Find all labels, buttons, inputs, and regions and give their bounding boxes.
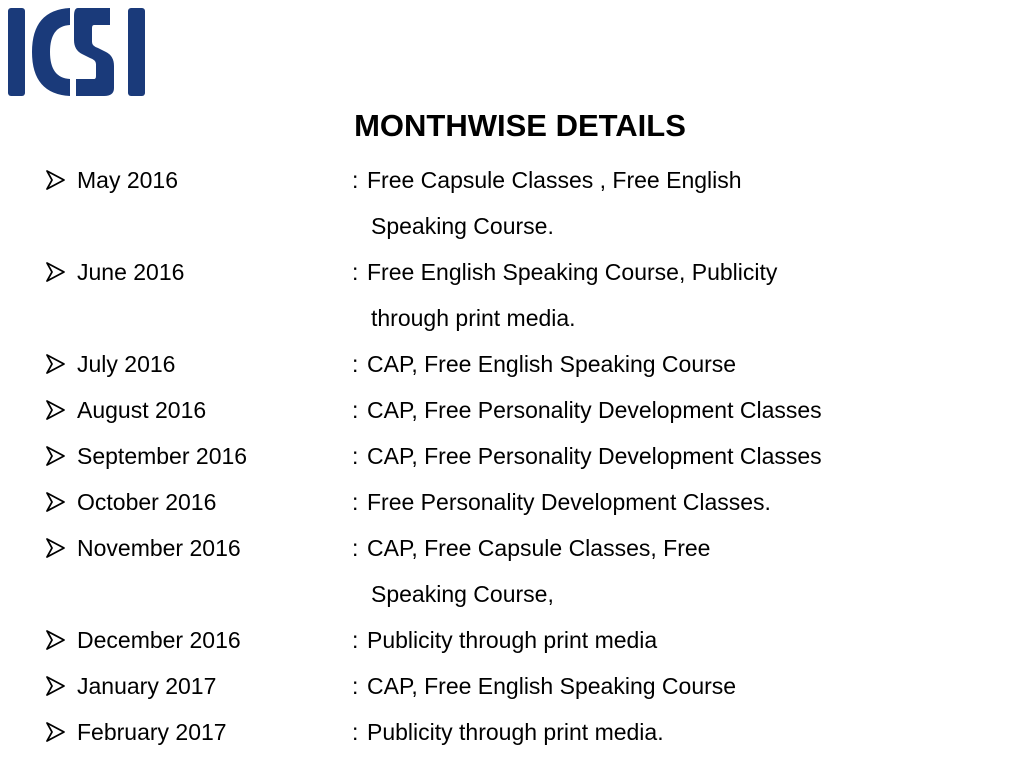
detail-text: Free Capsule Classes , Free English — [367, 167, 742, 193]
detail-text: CAP, Free Personality Development Classes — [367, 397, 822, 423]
list-item — [44, 617, 1004, 663]
detail-text: Free English Speaking Course, Publicity — [367, 259, 778, 285]
month-label: February 2017 — [77, 719, 227, 745]
list-item — [44, 249, 1004, 341]
detail-text: Publicity through print media — [367, 627, 658, 653]
separator-colon: : — [352, 673, 359, 699]
icsi-logo — [6, 6, 152, 100]
list-item — [44, 157, 1004, 249]
detail-text: CAP, Free Capsule Classes, Free — [367, 535, 711, 561]
list-item — [44, 387, 1004, 433]
list-item — [44, 341, 1004, 387]
detail-text-continued: Speaking Course, — [371, 581, 554, 607]
list-item — [44, 433, 1004, 479]
list-item — [44, 525, 1004, 617]
arrow-bullet-icon — [44, 169, 66, 191]
arrow-bullet-icon — [44, 445, 66, 467]
arrow-bullet-icon — [44, 353, 66, 375]
month-label: November 2016 — [77, 535, 241, 561]
detail-text-continued: Speaking Course. — [371, 213, 554, 239]
separator-colon: : — [352, 351, 359, 377]
detail-text-continued: through print media. — [371, 305, 576, 331]
list-item — [44, 709, 1004, 755]
list-item — [44, 479, 1004, 525]
separator-colon: : — [352, 489, 359, 515]
arrow-bullet-icon — [44, 399, 66, 421]
detail-text: CAP, Free Personality Development Classes — [367, 443, 822, 469]
month-list — [44, 157, 1004, 755]
detail-text: CAP, Free English Speaking Course — [367, 351, 737, 377]
month-label: January 2017 — [77, 673, 217, 699]
detail-text: Free Personality Development Classes. — [367, 489, 771, 515]
icsi-logo-icon — [6, 6, 152, 100]
month-label: December 2016 — [77, 627, 241, 653]
arrow-bullet-icon — [44, 629, 66, 651]
arrow-bullet-icon — [44, 491, 66, 513]
arrow-bullet-icon — [44, 721, 66, 743]
month-label: September 2016 — [77, 443, 248, 469]
page-title: MONTHWISE DETAILS — [354, 108, 686, 143]
detail-text: Publicity through print media. — [367, 719, 664, 745]
separator-colon: : — [352, 443, 359, 469]
month-label: October 2016 — [77, 489, 217, 515]
list-item — [44, 663, 1004, 709]
separator-colon: : — [352, 535, 359, 561]
separator-colon: : — [352, 259, 359, 285]
arrow-bullet-icon — [44, 675, 66, 697]
separator-colon: : — [352, 627, 359, 653]
arrow-bullet-icon — [44, 537, 66, 559]
month-label: May 2016 — [77, 167, 179, 193]
separator-colon: : — [352, 397, 359, 423]
separator-colon: : — [352, 719, 359, 745]
detail-text: CAP, Free English Speaking Course — [367, 673, 737, 699]
month-label: July 2016 — [77, 351, 176, 377]
separator-colon: : — [352, 167, 359, 193]
month-label: June 2016 — [77, 259, 185, 285]
arrow-bullet-icon — [44, 261, 66, 283]
month-label: August 2016 — [77, 397, 207, 423]
